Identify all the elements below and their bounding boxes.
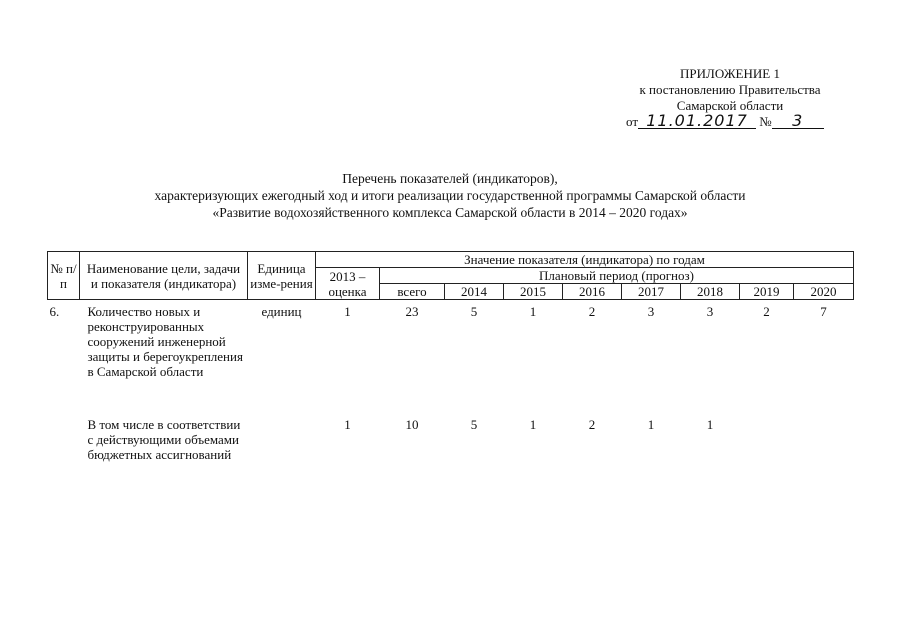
row-num: [48, 413, 80, 463]
title-line-2: характеризующих ежегодный ход и итоги реализации государственной программы Самарской области: [154, 188, 746, 203]
row-value: 1: [344, 417, 351, 432]
document-title: [40, 170, 860, 221]
row-value: 7: [820, 304, 827, 319]
row-value: 1: [647, 417, 655, 432]
header-year: 2020: [794, 284, 854, 300]
date-value: 11.01.2017: [638, 114, 756, 129]
row-value: 1: [706, 417, 714, 432]
header-year: 2014: [445, 284, 504, 300]
row-value: 3: [706, 304, 714, 319]
appendix-date-line: [600, 111, 860, 130]
header-num: № п/п: [48, 252, 80, 300]
number-prefix: №: [759, 114, 772, 129]
row-value: 3: [647, 304, 655, 319]
title-line-3: «Развитие водохозяйственного комплекса Самарской области в 2014 – 2020 годах»: [212, 205, 688, 220]
row-value: [794, 413, 854, 463]
header-year: 2019: [740, 284, 794, 300]
row-value: 2: [763, 304, 770, 319]
date-prefix: от: [626, 114, 639, 129]
row-name: Количество новых и реконструированных сооружений инженерной защиты и берегоукрепления в Самарской области: [87, 304, 243, 379]
row-num: 6.: [49, 304, 60, 319]
row-value: 1: [529, 304, 537, 319]
row-value: 1: [344, 304, 351, 319]
row-name: В том числе в соответствии с действующими объемами бюджетных ассигнований: [87, 417, 241, 462]
row-value: [740, 413, 794, 463]
header-plan-group: Плановый период (прогноз): [380, 268, 854, 284]
row-unit: единиц: [261, 304, 302, 319]
table-row: [48, 413, 854, 463]
appendix-region: Самарской области: [676, 98, 784, 113]
appendix-block: [600, 66, 860, 130]
row-unit: [248, 413, 316, 463]
row-value: 10: [405, 417, 419, 432]
row-spacer: [48, 380, 854, 413]
header-year: 2016: [563, 284, 622, 300]
row-value: 23: [405, 304, 419, 319]
header-year: 2018: [681, 284, 740, 300]
header-year: 2015: [504, 284, 563, 300]
row-value: 2: [588, 417, 596, 432]
row-value: 5: [470, 417, 478, 432]
header-year: 2017: [622, 284, 681, 300]
header-total: всего: [380, 284, 445, 300]
indicators-table: [47, 251, 854, 463]
row-value: 5: [470, 304, 478, 319]
row-value: 1: [529, 417, 537, 432]
header-value-group: Значение показателя (индикатора) по годам: [316, 252, 854, 268]
header-name: Наименование цели, задачи и показателя (индикатора): [80, 252, 248, 300]
appendix-subtitle: к постановлению Правительства: [639, 82, 821, 97]
title-line-1: Перечень показателей (индикаторов),: [342, 171, 558, 186]
appendix-title: ПРИЛОЖЕНИЕ 1: [680, 66, 780, 81]
row-value: 2: [588, 304, 596, 319]
header-estimate: 2013 – оценка: [316, 268, 380, 300]
number-value: 3: [772, 114, 824, 129]
header-unit: Единица изме-рения: [248, 252, 316, 300]
table-row: [48, 300, 854, 381]
